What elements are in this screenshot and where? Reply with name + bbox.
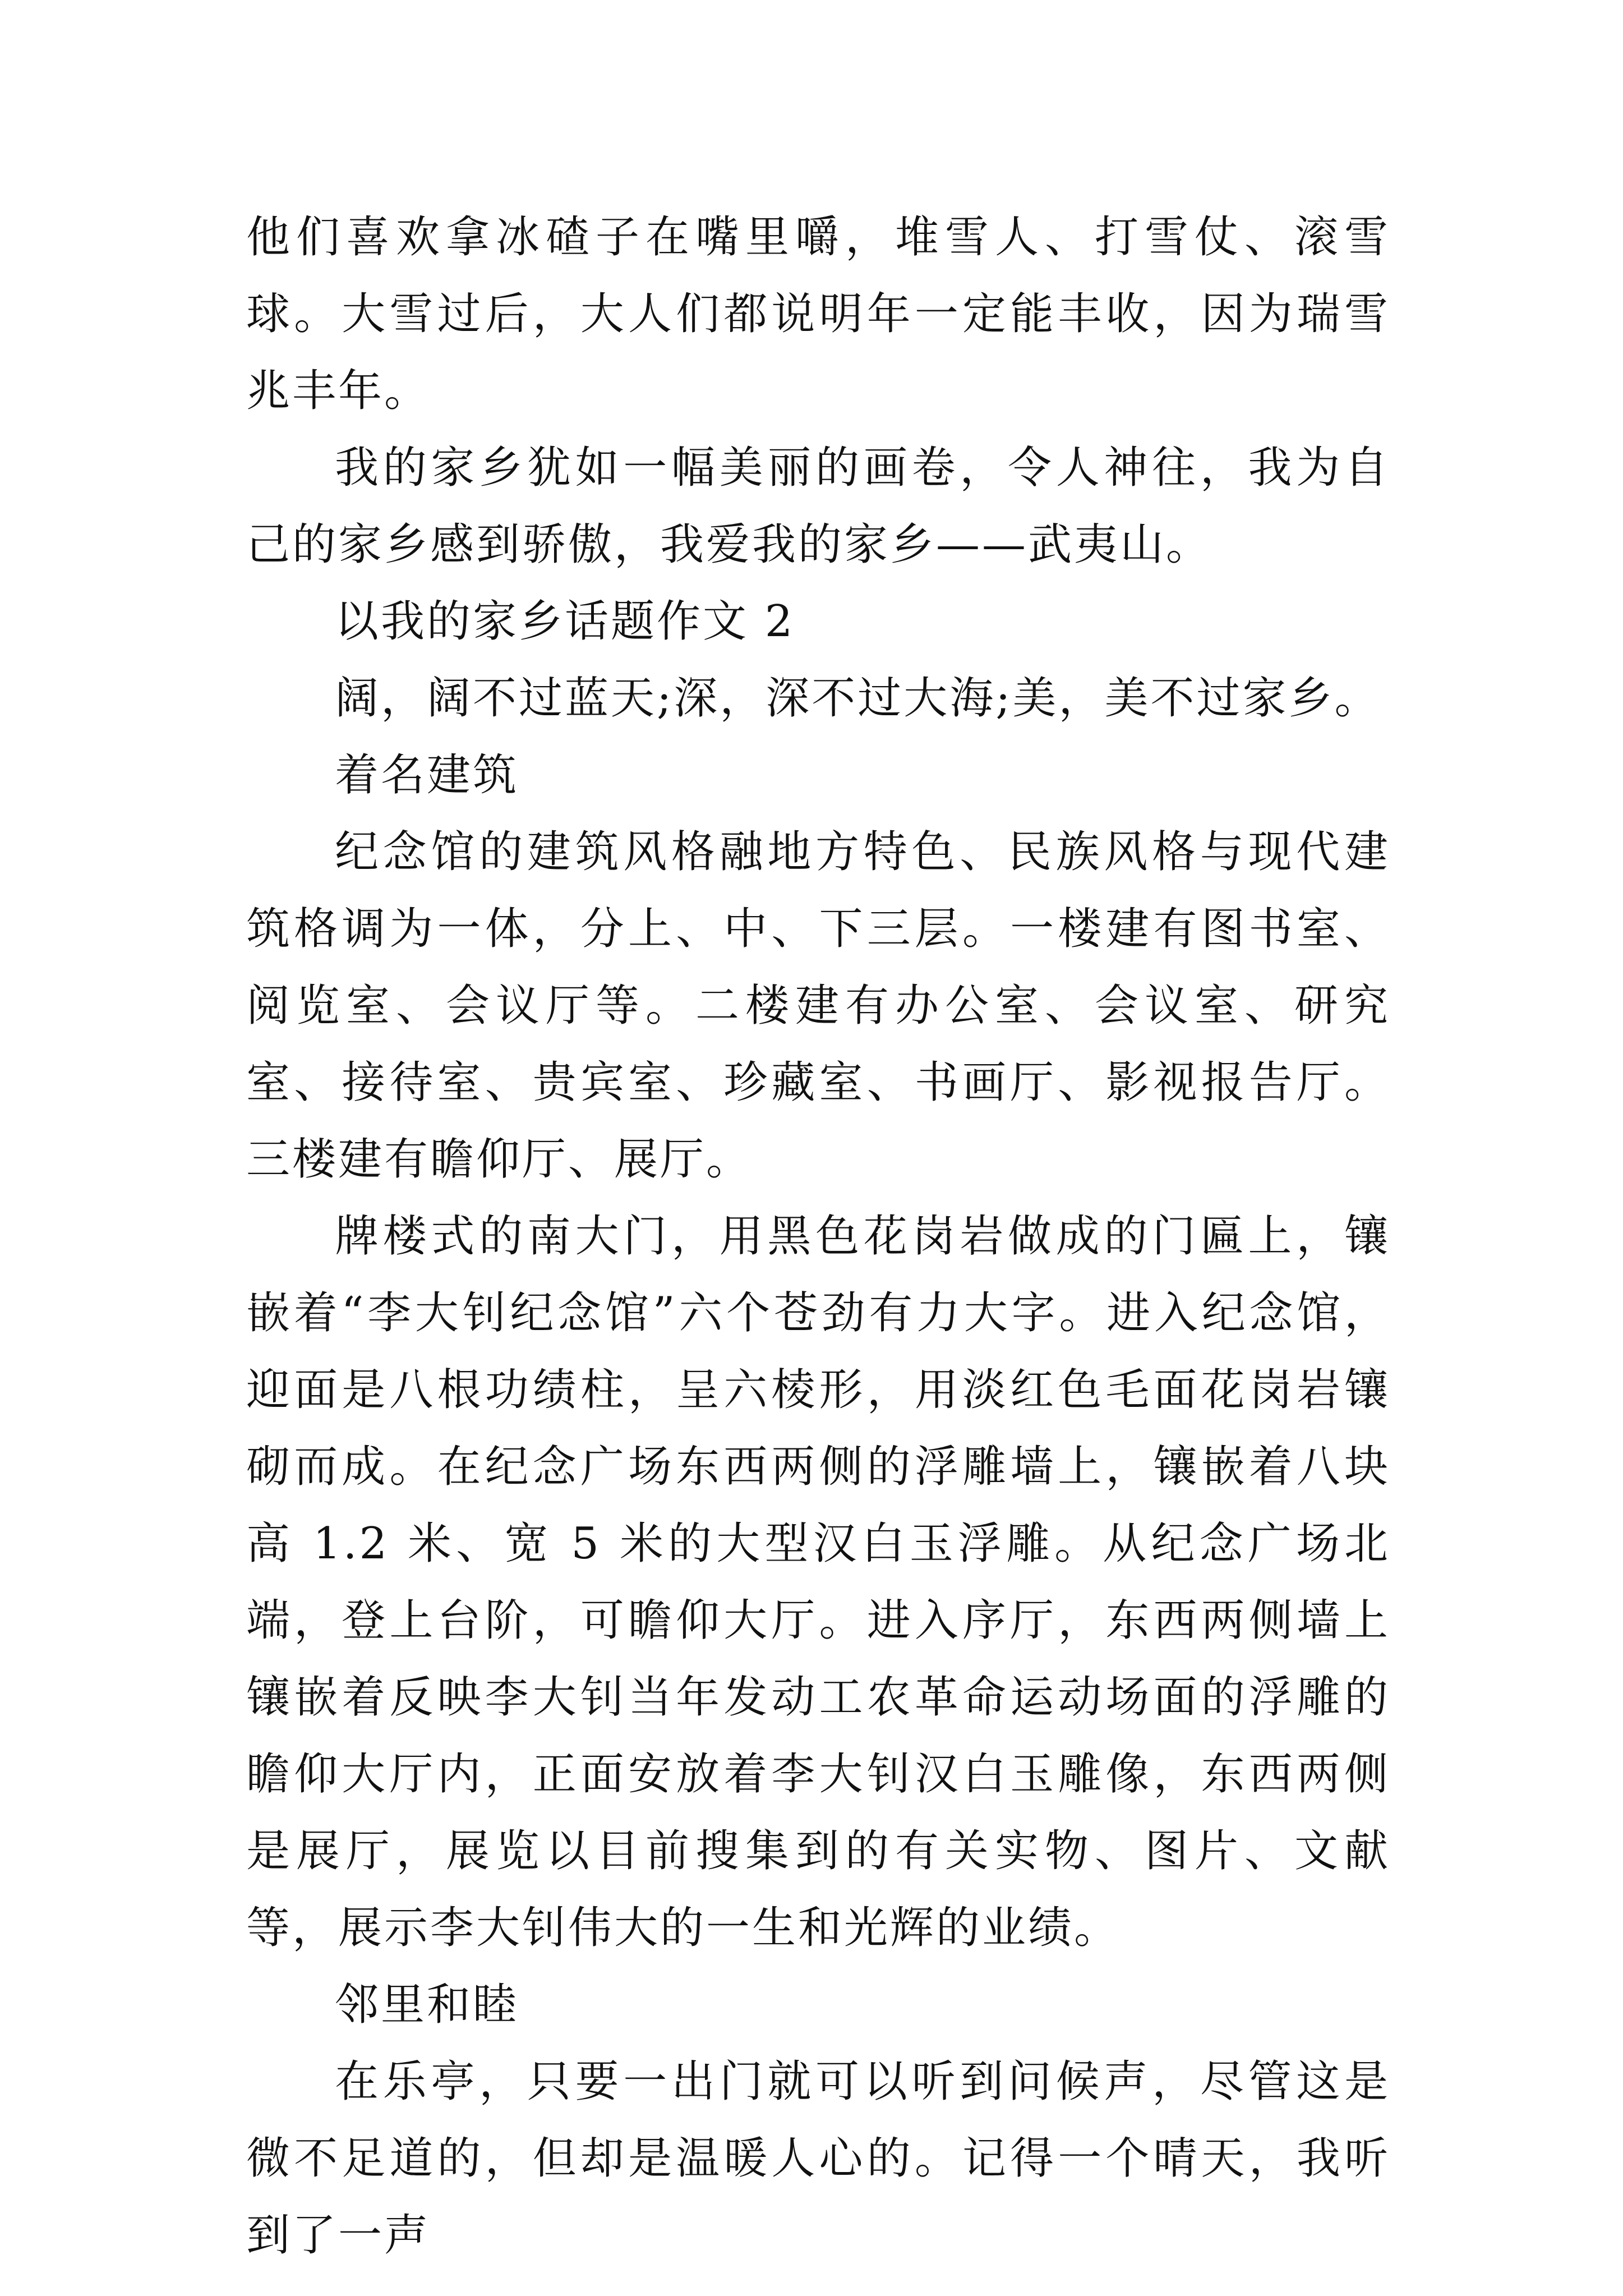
paragraph-intro: 阔，阔不过蓝天;深，深不过大海;美，美不过家乡。 xyxy=(335,673,1381,724)
section-heading-buildings: 着名建筑 xyxy=(335,750,519,800)
paragraph-snow-play: 他们喜欢拿冰碴子在嘴里嚼，堆雪人、打雪仗、滚雪球。大雪过后，大人们都说明年一定能丰收，因为瑞雪兆丰年。 xyxy=(246,212,1390,416)
paragraph-memorial-hall: 纪念馆的建筑风格融地方特色、民族风格与现代建筑格调为一体，分上、中、下三层。一楼建有图书室、阅览室、会议厅等。二楼建有办公室、会议室、研究室、接待室、贵宾室、珍藏室、书画厅、影视报告厅。三楼建有瞻仰厅、展厅。 xyxy=(246,827,1390,1185)
paragraph-neighbors: 在乐亭，只要一出门就可以听到问候声，尽管这是微不足道的，但却是温暖人心的。记得一个晴天，我听到了一声 xyxy=(246,2056,1390,2261)
paragraph-south-gate: 牌楼式的南大门，用黑色花岗岩做成的门匾上，镶嵌着“李大钊纪念馆”六个苍劲有力大字。进入纪念馆，迎面是八根功绩柱，呈六棱形，用淡红色毛面花岗岩镶砌而成。在纪念广场东西两侧的浮雕墙上，镶嵌着八块高 1.2 米、宽 5 米的大型汉白玉浮雕。从纪念广场北端，登上台阶，可瞻仰大厅。进入序厅，东西两侧墙上镶嵌着反映李大钊当年发动工农革命运动场面的浮雕的瞻仰大厅内，正面安放着李大钊汉白玉雕像，东西两侧是展厅，展览以目前搜集到的有关实物、图片、文献等，展示李大钊伟大的一生和光辉的业绩。 xyxy=(246,1211,1390,1953)
paragraph-hometown-pride: 我的家乡犹如一幅美丽的画卷，令人神往，我为自己的家乡感到骄傲，我爱我的家乡——武夷山。 xyxy=(246,443,1390,570)
essay-title-2: 以我的家乡话题作文 2 xyxy=(335,596,795,647)
section-heading-neighbors: 邻里和睦 xyxy=(335,1980,519,2030)
document-body xyxy=(246,199,1390,2274)
